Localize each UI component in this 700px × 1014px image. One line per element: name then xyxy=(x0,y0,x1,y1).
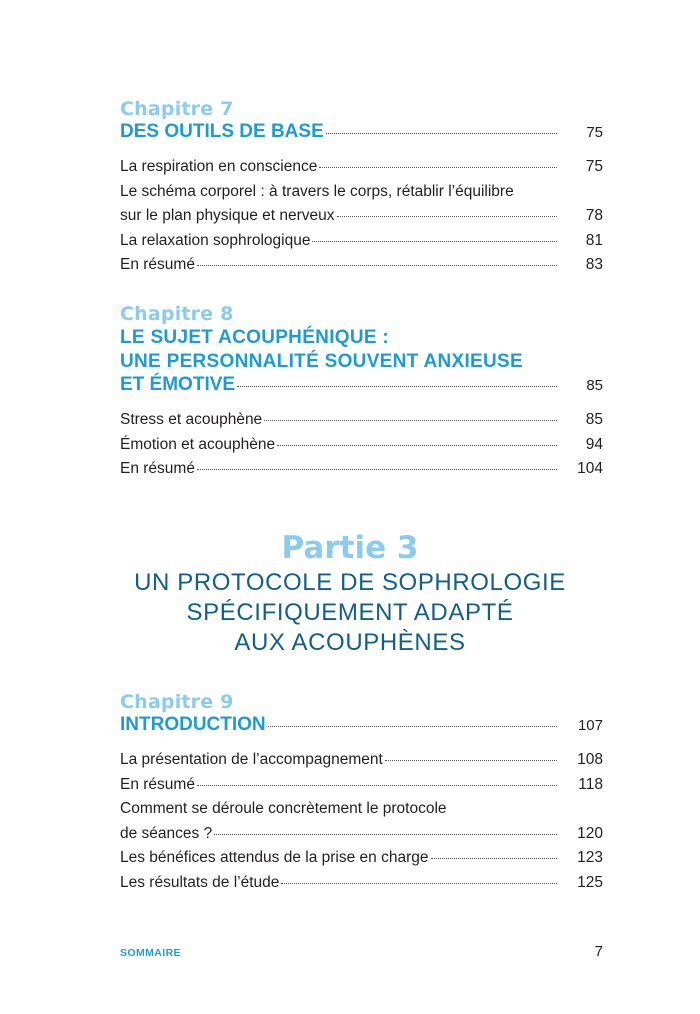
entry-text: La présentation de l’accompagnement xyxy=(120,751,383,768)
folio-page-number: 7 xyxy=(594,943,603,960)
part-heading xyxy=(0,530,700,658)
chapter-title: INTRODUCTION xyxy=(120,714,266,735)
entry-text: En résumé xyxy=(120,460,195,477)
dot-leader xyxy=(197,264,557,266)
page-number: 85 xyxy=(585,411,603,428)
entry-text: La relaxation sophrologique xyxy=(120,231,311,249)
page-number: 85 xyxy=(586,377,603,394)
page-number: 120 xyxy=(577,824,603,842)
page-number: 123 xyxy=(577,849,603,866)
chapter-title-line: UNE PERSONNALITÉ SOUVENT ANXIEUSE xyxy=(120,351,523,372)
toc-entry[interactable] xyxy=(120,822,603,847)
part-title-line: UN PROTOCOLE DE SOPHROLOGIE xyxy=(134,569,566,596)
page-number: 108 xyxy=(577,751,603,768)
dot-leader xyxy=(385,759,557,761)
dot-leader xyxy=(337,215,557,217)
toc-entry[interactable] xyxy=(120,408,603,433)
dot-leader xyxy=(326,132,557,134)
chapter-label: Chapitre 7 xyxy=(120,98,234,120)
entry-text: de séances ? xyxy=(120,824,213,842)
chapter-title-row[interactable] xyxy=(120,374,603,396)
dot-leader xyxy=(281,882,557,884)
entry-list xyxy=(120,748,603,895)
toc-entry[interactable] xyxy=(120,229,603,254)
chapter-7 xyxy=(120,97,603,278)
page-number: 83 xyxy=(585,256,603,273)
dot-leader xyxy=(431,857,558,859)
page-number: 125 xyxy=(577,873,603,891)
page-number: 104 xyxy=(577,460,603,477)
dot-leader xyxy=(268,725,557,727)
page-number: 81 xyxy=(585,231,603,249)
entry-text: sur le plan physique et nerveux xyxy=(120,207,335,224)
chapter-title: ET ÉMOTIVE xyxy=(120,374,236,395)
chapter-title-line: LE SUJET ACOUPHÉNIQUE : xyxy=(120,327,390,348)
running-footer-section: SOMMAIRE xyxy=(120,947,181,959)
entry-text: Émotion et acouphène xyxy=(120,435,276,453)
entry-text-line: Le schéma corporel : à travers le corps, rétablir l’équilibre xyxy=(120,182,514,200)
page-number: 75 xyxy=(585,158,603,175)
toc-entry[interactable] xyxy=(120,871,603,896)
chapter-9 xyxy=(120,690,603,895)
entry-text: Les résultats de l’étude xyxy=(120,873,280,891)
toc-entry[interactable] xyxy=(120,155,603,180)
entry-list xyxy=(120,408,603,482)
chapter-title: DES OUTILS DE BASE xyxy=(120,121,324,142)
dot-leader xyxy=(319,166,557,168)
toc-entry[interactable] xyxy=(120,204,603,229)
entry-text-line: Comment se déroule concrètement le protocole xyxy=(120,800,447,817)
entry-list xyxy=(120,155,603,278)
page-number: 78 xyxy=(585,207,603,224)
dot-leader xyxy=(312,240,557,242)
page-number: 107 xyxy=(577,717,603,734)
entry-text: En résumé xyxy=(120,256,195,273)
chapter-title-row[interactable] xyxy=(120,121,603,143)
entry-text: En résumé xyxy=(120,775,195,793)
chapter-title-row[interactable] xyxy=(120,714,603,736)
entry-text: Stress et acouphène xyxy=(120,411,263,428)
page-number: 75 xyxy=(586,124,603,141)
toc-entry[interactable] xyxy=(120,748,603,773)
entry-text: La respiration en conscience xyxy=(120,158,318,175)
dot-leader xyxy=(237,385,557,387)
page-number: 118 xyxy=(578,775,603,793)
part-title-line: SPÉCIFIQUEMENT ADAPTÉ xyxy=(186,599,514,626)
toc-entry[interactable] xyxy=(120,457,603,482)
chapter-label: Chapitre 8 xyxy=(120,303,234,325)
dot-leader xyxy=(197,468,557,470)
chapter-8 xyxy=(120,302,603,482)
dot-leader xyxy=(197,784,557,786)
entry-text: Les bénéfices attendus de la prise en charge xyxy=(120,849,429,866)
dot-leader xyxy=(214,833,557,835)
page-number: 94 xyxy=(585,435,603,453)
chapter-label: Chapitre 9 xyxy=(120,691,234,713)
toc-entry[interactable] xyxy=(120,433,603,458)
toc-entry[interactable] xyxy=(120,846,603,871)
toc-entry[interactable] xyxy=(120,773,603,798)
part-label: Partie 3 xyxy=(281,530,419,566)
dot-leader xyxy=(277,444,557,446)
toc-entry[interactable] xyxy=(120,253,603,278)
part-title-line: AUX ACOUPHÈNES xyxy=(234,629,466,656)
dot-leader xyxy=(264,419,557,421)
